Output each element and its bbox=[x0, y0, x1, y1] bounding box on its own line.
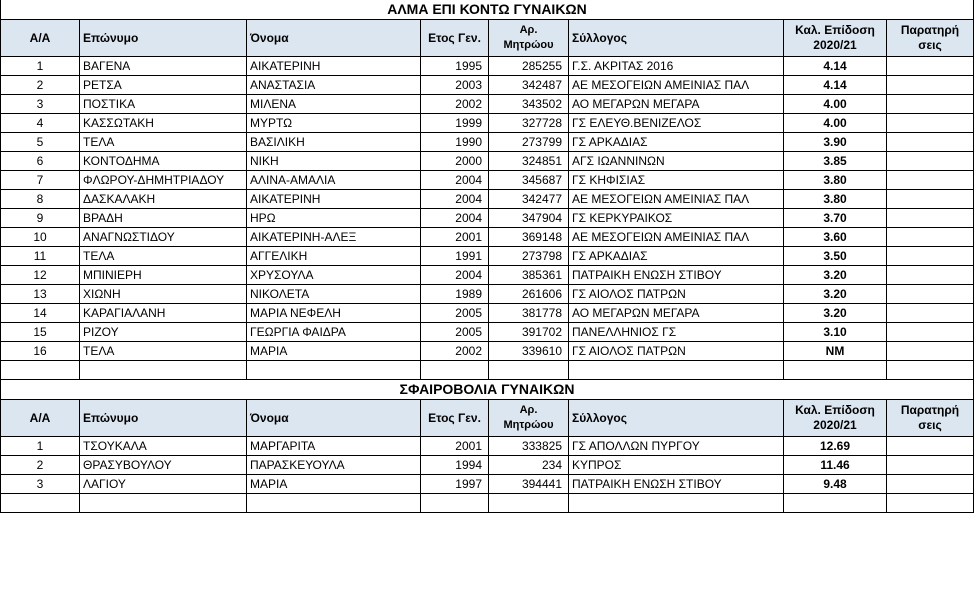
cell-best[interactable]: 3.90 bbox=[784, 133, 887, 152]
cell-surname[interactable]: ΤΕΛΑ bbox=[80, 247, 247, 266]
cell-notes[interactable] bbox=[887, 456, 974, 475]
header-best[interactable] bbox=[784, 20, 887, 57]
cell-name[interactable]: ΜΑΡΙΑ ΝΕΦΕΛΗ bbox=[247, 304, 421, 323]
cell-club[interactable]: ΑΓΣ ΙΩΑΝΝΙΝΩΝ bbox=[569, 152, 784, 171]
header-registry[interactable] bbox=[489, 20, 569, 57]
empty-cell[interactable] bbox=[421, 494, 489, 513]
header-best-line1: Καλ. Επίδοση bbox=[795, 23, 875, 37]
header-name[interactable]: Όνομα bbox=[247, 400, 421, 437]
athlete-row bbox=[1, 209, 974, 228]
cell-club[interactable]: ΑΕ ΜΕΣΟΓΕΙΩΝ ΑΜΕΙΝΙΑΣ ΠΑΛ bbox=[569, 228, 784, 247]
cell-aa[interactable]: 3 bbox=[1, 475, 80, 494]
header-registry[interactable] bbox=[489, 400, 569, 437]
header-row bbox=[1, 20, 974, 57]
empty-cell[interactable] bbox=[489, 361, 569, 380]
athlete-row bbox=[1, 190, 974, 209]
cell-surname[interactable]: ΒΑΓΕΝΑ bbox=[80, 57, 247, 76]
cell-club[interactable]: ΑΟ ΜΕΓΑΡΩΝ ΜΕΓΑΡΑ bbox=[569, 304, 784, 323]
header-surname[interactable]: Επώνυμο bbox=[80, 400, 247, 437]
cell-name[interactable]: ΜΙΛΕΝΑ bbox=[247, 95, 421, 114]
cell-best[interactable]: 3.80 bbox=[784, 171, 887, 190]
cell-registry[interactable]: 385361 bbox=[489, 266, 569, 285]
cell-notes[interactable] bbox=[887, 228, 974, 247]
cell-year[interactable]: 2004 bbox=[421, 266, 489, 285]
cell-surname[interactable]: ΚΟΝΤΟΔΗΜΑ bbox=[80, 152, 247, 171]
cell-registry[interactable]: 261606 bbox=[489, 285, 569, 304]
cell-registry[interactable]: 391702 bbox=[489, 323, 569, 342]
cell-registry[interactable]: 324851 bbox=[489, 152, 569, 171]
header-aa[interactable]: Α/Α bbox=[1, 400, 80, 437]
empty-cell[interactable] bbox=[569, 494, 784, 513]
header-row bbox=[1, 400, 974, 437]
cell-registry[interactable]: 394441 bbox=[489, 475, 569, 494]
athlete-row bbox=[1, 304, 974, 323]
cell-registry[interactable]: 369148 bbox=[489, 228, 569, 247]
cell-notes[interactable] bbox=[887, 342, 974, 361]
header-best[interactable] bbox=[784, 400, 887, 437]
cell-registry[interactable]: 342487 bbox=[489, 76, 569, 95]
section-title-row bbox=[1, 0, 974, 20]
empty-cell[interactable] bbox=[569, 361, 784, 380]
header-registry-line1: Αρ. bbox=[519, 404, 538, 416]
cell-notes[interactable] bbox=[887, 437, 974, 456]
cell-registry[interactable]: 285255 bbox=[489, 57, 569, 76]
cell-surname[interactable]: ΧΙΩΝΗ bbox=[80, 285, 247, 304]
cell-club[interactable]: ΓΣ ΑΠΟΛΛΩΝ ΠΥΡΓΟΥ bbox=[569, 437, 784, 456]
cell-surname[interactable]: ΚΑΣΣΩΤΑΚΗ bbox=[80, 114, 247, 133]
cell-aa[interactable]: 9 bbox=[1, 209, 80, 228]
empty-cell[interactable] bbox=[887, 494, 974, 513]
athlete-row bbox=[1, 228, 974, 247]
cell-club[interactable]: ΓΣ ΑΙΟΛΟΣ ΠΑΤΡΩΝ bbox=[569, 342, 784, 361]
cell-year[interactable]: 2001 bbox=[421, 437, 489, 456]
cell-surname[interactable]: ΚΑΡΑΓΙΑΛΑΝΗ bbox=[80, 304, 247, 323]
cell-name[interactable]: ΑΛΙΝΑ-ΑΜΑΛΙΑ bbox=[247, 171, 421, 190]
athlete-row bbox=[1, 342, 974, 361]
cell-aa[interactable]: 11 bbox=[1, 247, 80, 266]
cell-notes[interactable] bbox=[887, 76, 974, 95]
empty-cell[interactable] bbox=[489, 494, 569, 513]
athlete-row bbox=[1, 95, 974, 114]
cell-surname[interactable]: ΜΠΙΝΙΕΡΗ bbox=[80, 266, 247, 285]
cell-club[interactable]: ΑΟ ΜΕΓΑΡΩΝ ΜΕΓΑΡΑ bbox=[569, 95, 784, 114]
header-club[interactable]: Σύλλογος bbox=[569, 20, 784, 57]
cell-club[interactable]: ΓΣ ΚΕΡΚΥΡΑΙΚΟΣ bbox=[569, 209, 784, 228]
cell-aa[interactable]: 8 bbox=[1, 190, 80, 209]
section-title-row bbox=[1, 380, 974, 400]
cell-registry[interactable]: 343502 bbox=[489, 95, 569, 114]
cell-best[interactable]: 3.20 bbox=[784, 266, 887, 285]
cell-year[interactable]: 2001 bbox=[421, 228, 489, 247]
cell-best[interactable]: 3.20 bbox=[784, 285, 887, 304]
cell-surname[interactable]: ΒΡΑΔΗ bbox=[80, 209, 247, 228]
cell-best[interactable]: 11.46 bbox=[784, 456, 887, 475]
cell-year[interactable]: 1995 bbox=[421, 57, 489, 76]
header-name[interactable]: Όνομα bbox=[247, 20, 421, 57]
header-aa[interactable]: Α/Α bbox=[1, 20, 80, 57]
cell-name[interactable]: ΒΑΣΙΛΙΚΗ bbox=[247, 133, 421, 152]
cell-name[interactable]: ΜΑΡΙΑ bbox=[247, 475, 421, 494]
empty-cell[interactable] bbox=[421, 361, 489, 380]
athlete-row bbox=[1, 266, 974, 285]
empty-cell[interactable] bbox=[80, 361, 247, 380]
cell-notes[interactable] bbox=[887, 57, 974, 76]
cell-year[interactable]: 1991 bbox=[421, 247, 489, 266]
header-notes[interactable] bbox=[887, 400, 974, 437]
cell-best[interactable]: 3.70 bbox=[784, 209, 887, 228]
cell-name[interactable]: ΝΙΚΗ bbox=[247, 152, 421, 171]
empty-cell[interactable] bbox=[80, 494, 247, 513]
cell-name[interactable]: ΑΙΚΑΤΕΡΙΝΗ-ΑΛΕΞ bbox=[247, 228, 421, 247]
athlete-row bbox=[1, 171, 974, 190]
header-registry-line1: Αρ. bbox=[519, 24, 538, 36]
cell-name[interactable]: ΑΙΚΑΤΕΡΙΝΗ bbox=[247, 190, 421, 209]
cell-best[interactable]: 3.60 bbox=[784, 228, 887, 247]
athlete-row bbox=[1, 57, 974, 76]
cell-year[interactable]: 1999 bbox=[421, 114, 489, 133]
cell-notes[interactable] bbox=[887, 323, 974, 342]
athlete-row bbox=[1, 76, 974, 95]
cell-best[interactable]: 3.50 bbox=[784, 247, 887, 266]
cell-notes[interactable] bbox=[887, 171, 974, 190]
cell-surname[interactable]: ΤΣΟΥΚΑΛΑ bbox=[80, 437, 247, 456]
cell-notes[interactable] bbox=[887, 133, 974, 152]
cell-club[interactable]: ΓΣ ΑΙΟΛΟΣ ΠΑΤΡΩΝ bbox=[569, 285, 784, 304]
cell-year[interactable]: 2000 bbox=[421, 152, 489, 171]
cell-name[interactable]: ΠΑΡΑΣΚΕΥΟΥΛΑ bbox=[247, 456, 421, 475]
cell-best[interactable]: 3.10 bbox=[784, 323, 887, 342]
cell-notes[interactable] bbox=[887, 285, 974, 304]
athlete-row bbox=[1, 437, 974, 456]
cell-name[interactable]: ΧΡΥΣΟΥΛΑ bbox=[247, 266, 421, 285]
cell-club[interactable]: ΓΣ ΕΛΕΥΘ.ΒΕΝΙΖΕΛΟΣ bbox=[569, 114, 784, 133]
empty-cell[interactable] bbox=[247, 361, 421, 380]
header-best-line2: 2020/21 bbox=[813, 418, 857, 432]
cell-aa[interactable]: 1 bbox=[1, 57, 80, 76]
header-registry-line2: Μητρώου bbox=[503, 419, 554, 431]
empty-cell[interactable] bbox=[784, 494, 887, 513]
cell-name[interactable]: ΝΙΚΟΛΕΤΑ bbox=[247, 285, 421, 304]
header-notes[interactable] bbox=[887, 20, 974, 57]
cell-club[interactable]: ΚΥΠΡΟΣ bbox=[569, 456, 784, 475]
cell-surname[interactable]: ΘΡΑΣΥΒΟΥΛΟΥ bbox=[80, 456, 247, 475]
header-notes-line2: σεις bbox=[918, 418, 942, 432]
cell-year[interactable]: 2004 bbox=[421, 190, 489, 209]
cell-year[interactable]: 2002 bbox=[421, 342, 489, 361]
cell-aa[interactable]: 4 bbox=[1, 114, 80, 133]
cell-name[interactable]: ΑΓΓΕΛΙΚΗ bbox=[247, 247, 421, 266]
cell-club[interactable]: ΠΑΤΡΑΙΚΗ ΕΝΩΣΗ ΣΤΙΒΟΥ bbox=[569, 266, 784, 285]
cell-registry[interactable]: 339610 bbox=[489, 342, 569, 361]
cell-registry[interactable]: 347904 bbox=[489, 209, 569, 228]
cell-registry[interactable]: 273799 bbox=[489, 133, 569, 152]
cell-year[interactable]: 1989 bbox=[421, 285, 489, 304]
cell-registry[interactable]: 234 bbox=[489, 456, 569, 475]
header-notes-line1: Παρατηρή bbox=[900, 403, 960, 417]
cell-registry[interactable]: 345687 bbox=[489, 171, 569, 190]
cell-aa[interactable]: 13 bbox=[1, 285, 80, 304]
header-year[interactable]: Ετος Γεν. bbox=[421, 20, 489, 57]
sheet-body bbox=[1, 0, 974, 513]
cell-aa[interactable]: 5 bbox=[1, 133, 80, 152]
cell-year[interactable]: 1990 bbox=[421, 133, 489, 152]
header-registry-line2: Μητρώου bbox=[503, 39, 554, 51]
athlete-row bbox=[1, 475, 974, 494]
cell-notes[interactable] bbox=[887, 266, 974, 285]
empty-cell[interactable] bbox=[1, 494, 80, 513]
athlete-row bbox=[1, 456, 974, 475]
empty-cell[interactable] bbox=[784, 361, 887, 380]
cell-name[interactable]: ΑΙΚΑΤΕΡΙΝΗ bbox=[247, 57, 421, 76]
cell-surname[interactable]: ΡΕΤΣΑ bbox=[80, 76, 247, 95]
cell-aa[interactable]: 14 bbox=[1, 304, 80, 323]
section-title: ΣΦΑΙΡΟΒΟΛΙΑ ΓΥΝΑΙΚΩΝ bbox=[1, 380, 974, 400]
cell-year[interactable]: 2003 bbox=[421, 76, 489, 95]
cell-surname[interactable]: ΡΙΖΟΥ bbox=[80, 323, 247, 342]
cell-notes[interactable] bbox=[887, 152, 974, 171]
cell-best[interactable]: 4.00 bbox=[784, 95, 887, 114]
cell-aa[interactable]: 2 bbox=[1, 456, 80, 475]
athlete-row bbox=[1, 152, 974, 171]
cell-best[interactable]: NM bbox=[784, 342, 887, 361]
cell-notes[interactable] bbox=[887, 190, 974, 209]
cell-surname[interactable]: ΤΕΛΑ bbox=[80, 342, 247, 361]
cell-year[interactable]: 2004 bbox=[421, 171, 489, 190]
empty-cell[interactable] bbox=[247, 494, 421, 513]
section-title: ΑΛΜΑ ΕΠΙ ΚΟΝΤΩ ΓΥΝΑΙΚΩΝ bbox=[1, 0, 974, 20]
cell-best[interactable]: 3.80 bbox=[784, 190, 887, 209]
cell-year[interactable]: 2005 bbox=[421, 323, 489, 342]
cell-aa[interactable]: 3 bbox=[1, 95, 80, 114]
cell-year[interactable]: 2002 bbox=[421, 95, 489, 114]
header-year[interactable]: Ετος Γεν. bbox=[421, 400, 489, 437]
header-notes-line2: σεις bbox=[918, 38, 942, 52]
cell-registry[interactable]: 273798 bbox=[489, 247, 569, 266]
cell-registry[interactable]: 381778 bbox=[489, 304, 569, 323]
cell-best[interactable]: 12.69 bbox=[784, 437, 887, 456]
cell-club[interactable]: ΓΣ ΑΡΚΑΔΙΑΣ bbox=[569, 133, 784, 152]
cell-aa[interactable]: 6 bbox=[1, 152, 80, 171]
cell-club[interactable]: ΑΕ ΜΕΣΟΓΕΙΩΝ ΑΜΕΙΝΙΑΣ ΠΑΛ bbox=[569, 190, 784, 209]
cell-surname[interactable]: ΑΝΑΓΝΩΣΤΙΔΟΥ bbox=[80, 228, 247, 247]
cell-club[interactable]: Γ.Σ. ΑΚΡΙΤΑΣ 2016 bbox=[569, 57, 784, 76]
cell-club[interactable]: ΑΕ ΜΕΣΟΓΕΙΩΝ ΑΜΕΙΝΙΑΣ ΠΑΛ bbox=[569, 76, 784, 95]
empty-cell[interactable] bbox=[1, 361, 80, 380]
header-notes-line1: Παρατηρή bbox=[900, 23, 960, 37]
cell-notes[interactable] bbox=[887, 304, 974, 323]
cell-surname[interactable]: ΠΟΣΤΙΚΑ bbox=[80, 95, 247, 114]
cell-year[interactable]: 1994 bbox=[421, 456, 489, 475]
athlete-row bbox=[1, 285, 974, 304]
cell-notes[interactable] bbox=[887, 114, 974, 133]
cell-surname[interactable]: ΔΑΣΚΑΛΑΚΗ bbox=[80, 190, 247, 209]
cell-name[interactable]: ΜΑΡΙΑ bbox=[247, 342, 421, 361]
cell-club[interactable]: ΓΣ ΚΗΦΙΣΙΑΣ bbox=[569, 171, 784, 190]
cell-club[interactable]: ΓΣ ΑΡΚΑΔΙΑΣ bbox=[569, 247, 784, 266]
cell-best[interactable]: 3.85 bbox=[784, 152, 887, 171]
cell-surname[interactable]: ΦΛΩΡΟΥ-ΔΗΜΗΤΡΙΑΔΟΥ bbox=[80, 171, 247, 190]
header-best-line1: Καλ. Επίδοση bbox=[795, 403, 875, 417]
cell-aa[interactable]: 15 bbox=[1, 323, 80, 342]
empty-cell[interactable] bbox=[887, 361, 974, 380]
cell-year[interactable]: 2004 bbox=[421, 209, 489, 228]
cell-registry[interactable]: 342477 bbox=[489, 190, 569, 209]
cell-club[interactable]: ΠΑΤΡΑΙΚΗ ΕΝΩΣΗ ΣΤΙΒΟΥ bbox=[569, 475, 784, 494]
cell-name[interactable]: ΓΕΩΡΓΙΑ ΦΑΙΔΡΑ bbox=[247, 323, 421, 342]
cell-aa[interactable]: 10 bbox=[1, 228, 80, 247]
cell-notes[interactable] bbox=[887, 247, 974, 266]
cell-surname[interactable]: ΤΕΛΑ bbox=[80, 133, 247, 152]
cell-aa[interactable]: 2 bbox=[1, 76, 80, 95]
cell-best[interactable]: 4.00 bbox=[784, 114, 887, 133]
header-best-line2: 2020/21 bbox=[813, 38, 857, 52]
cell-best[interactable]: 4.14 bbox=[784, 57, 887, 76]
athlete-row bbox=[1, 114, 974, 133]
cell-registry[interactable]: 333825 bbox=[489, 437, 569, 456]
cell-aa[interactable]: 7 bbox=[1, 171, 80, 190]
cell-year[interactable]: 1997 bbox=[421, 475, 489, 494]
cell-name[interactable]: ΑΝΑΣΤΑΣΙΑ bbox=[247, 76, 421, 95]
cell-surname[interactable]: ΛΑΓΙΟΥ bbox=[80, 475, 247, 494]
athlete-row bbox=[1, 133, 974, 152]
athlete-row bbox=[1, 247, 974, 266]
cell-club[interactable]: ΠΑΝΕΛΛΗΝΙΟΣ ΓΣ bbox=[569, 323, 784, 342]
header-surname[interactable]: Επώνυμο bbox=[80, 20, 247, 57]
cell-registry[interactable]: 327728 bbox=[489, 114, 569, 133]
cell-notes[interactable] bbox=[887, 95, 974, 114]
cell-notes[interactable] bbox=[887, 475, 974, 494]
empty-row bbox=[1, 494, 974, 513]
cell-name[interactable]: ΗΡΩ bbox=[247, 209, 421, 228]
cell-best[interactable]: 4.14 bbox=[784, 76, 887, 95]
cell-best[interactable]: 3.20 bbox=[784, 304, 887, 323]
header-club[interactable]: Σύλλογος bbox=[569, 400, 784, 437]
cell-name[interactable]: ΜΥΡΤΩ bbox=[247, 114, 421, 133]
cell-year[interactable]: 2005 bbox=[421, 304, 489, 323]
cell-aa[interactable]: 1 bbox=[1, 437, 80, 456]
cell-aa[interactable]: 12 bbox=[1, 266, 80, 285]
cell-aa[interactable]: 16 bbox=[1, 342, 80, 361]
cell-name[interactable]: ΜΑΡΓΑΡΙΤΑ bbox=[247, 437, 421, 456]
cell-notes[interactable] bbox=[887, 209, 974, 228]
empty-row bbox=[1, 361, 974, 380]
cell-best[interactable]: 9.48 bbox=[784, 475, 887, 494]
athlete-row bbox=[1, 323, 974, 342]
